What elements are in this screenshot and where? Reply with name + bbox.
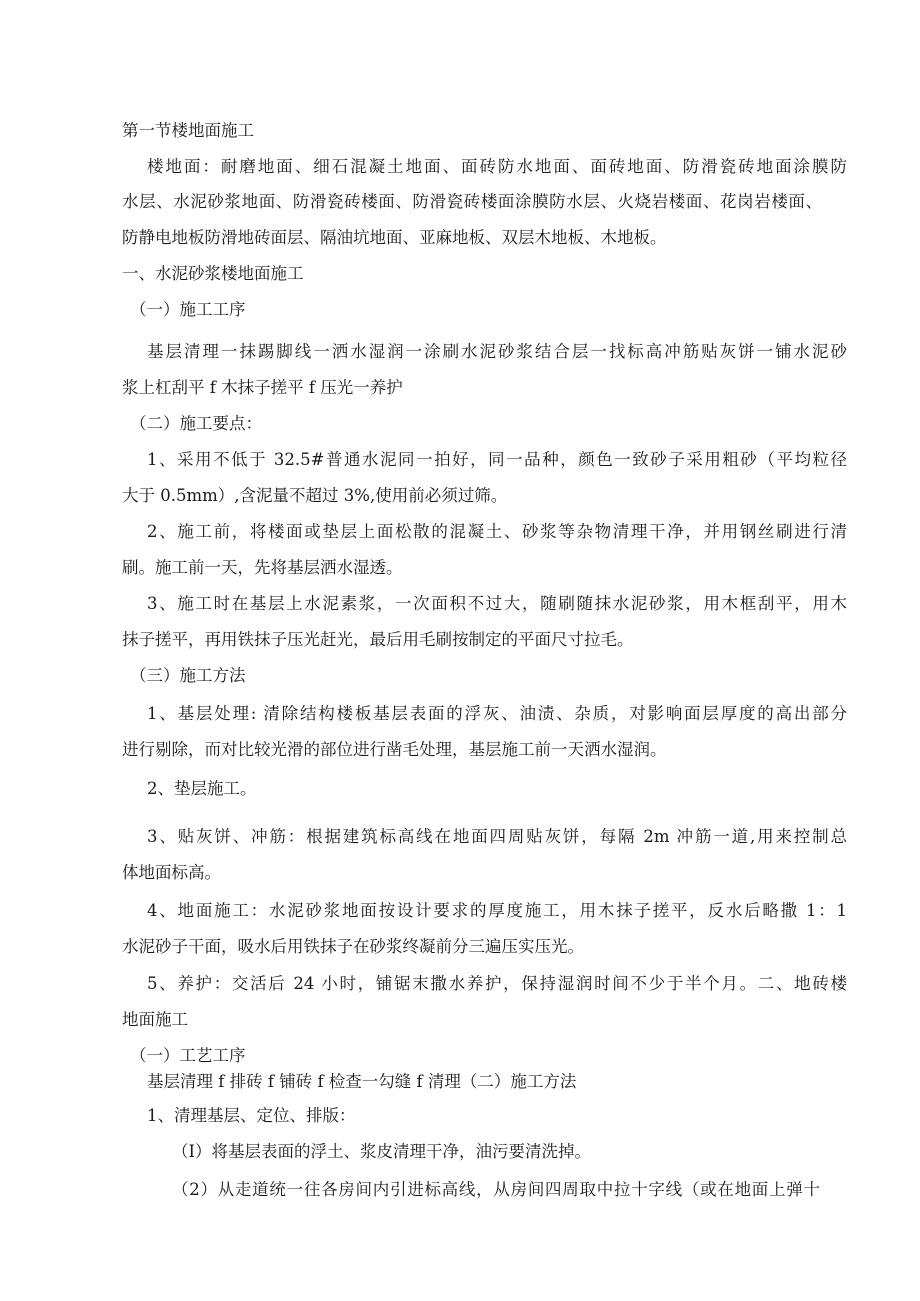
paragraph-line: （I）将基层表面的浮土、浆皮清理干净，油污要清洗掉。 (172, 1142, 592, 1161)
paragraph-line: （2）从走道统一往各房间内引进标高线，从房间四周取中拉十字线（或在地面上弹十 (172, 1180, 820, 1199)
paragraph-line: 3、施工时在基层上水泥素浆，一次面积不过大，随刷随抹水泥砂浆，用木框刮平，用木 (147, 594, 847, 613)
subsection-heading: （一）施工工序 (130, 300, 246, 319)
paragraph-line: 体地面标高。 (122, 863, 221, 882)
paragraph-line: 大于 0.5mm）,含泥量不超过 3%,使用前必须过筛。 (122, 486, 508, 505)
section-title: 第一节楼地面施工 (122, 121, 254, 140)
subsection-heading: （二）施工要点： (130, 414, 262, 433)
subsection-heading: （三）施工方法 (130, 666, 246, 685)
paragraph-line: 1、采用不低于 32.5#普通水泥同一拍好，同一品种，颜色一致砂子采用粗砂（平均粒径 (147, 450, 847, 469)
paragraph-line: 2、施工前，将楼面或垫层上面松散的混凝土、砂浆等杂物清理干净，并用钢丝刷进行清 (147, 522, 847, 541)
subsection-heading: 一、水泥砂浆楼地面施工 (122, 264, 304, 283)
paragraph-line: 地面施工 (122, 1010, 188, 1029)
paragraph-line: 基层清理一抹踢脚线一洒水湿润一涂刷水泥砂浆结合层一找标高冲筋贴灰饼一铺水泥砂 (147, 342, 847, 361)
paragraph-line: 楼地面：耐磨地面、细石混凝土地面、面砖防水地面、面砖地面、防滑瓷砖地面涂膜防 (147, 157, 847, 176)
paragraph-line: 进行剔除，而对比较光滑的部位进行凿毛处理，基层施工前一天洒水湿润。 (122, 740, 667, 759)
paragraph-line: 4、地面施工：水泥砂浆地面按设计要求的厚度施工，用木抹子搓平，反水后略撒 1：1 (147, 901, 847, 920)
paragraph-line: 基层清理 f 排砖 f 铺砖 f 检查一勾缝 f 清理（二）施工方法 (147, 1072, 577, 1091)
paragraph-line: 1、清理基层、定位、排版： (147, 1106, 356, 1125)
paragraph-line: 刷。施工前一天，先将基层洒水湿透。 (122, 558, 403, 577)
paragraph-line: 2、垫层施工。 (147, 779, 257, 798)
paragraph-line: 5、养护：交活后 24 小时，铺锯末撒水养护，保持湿润时间不少于半个月。二、地砖楼 (147, 974, 847, 993)
paragraph-line: 浆上杠刮平 f 木抹子搓平 f 压光一养护 (122, 378, 403, 397)
paragraph-line: 水泥砂子干面，吸水后用铁抹子在砂浆终凝前分三遍压实压光。 (122, 937, 584, 956)
paragraph-line: 3、贴灰饼、冲筋：根据建筑标高线在地面四周贴灰饼，每隔 2m 冲筋一道,用来控制总 (147, 827, 847, 846)
subsection-heading: （一）工艺工序 (130, 1046, 246, 1065)
paragraph-line: 1、基层处理: 清除结构楼板基层表面的浮灰、油渍、杂质，对影响面层厚度的高出部分 (147, 704, 847, 723)
paragraph-line: 防静电地板防滑地砖面层、隔油坑地面、亚麻地板、双层木地板、木地板。 (122, 228, 667, 247)
paragraph-line: 抹子搓平，再用铁抹子压光赶光，最后用毛刷按制定的平面尺寸拉毛。 (122, 630, 634, 649)
paragraph-line: 水层、水泥砂浆地面、防滑瓷砖楼面、防滑瓷砖楼面涂膜防水层、火烧岩楼面、花岗岩楼面、 (122, 192, 822, 211)
